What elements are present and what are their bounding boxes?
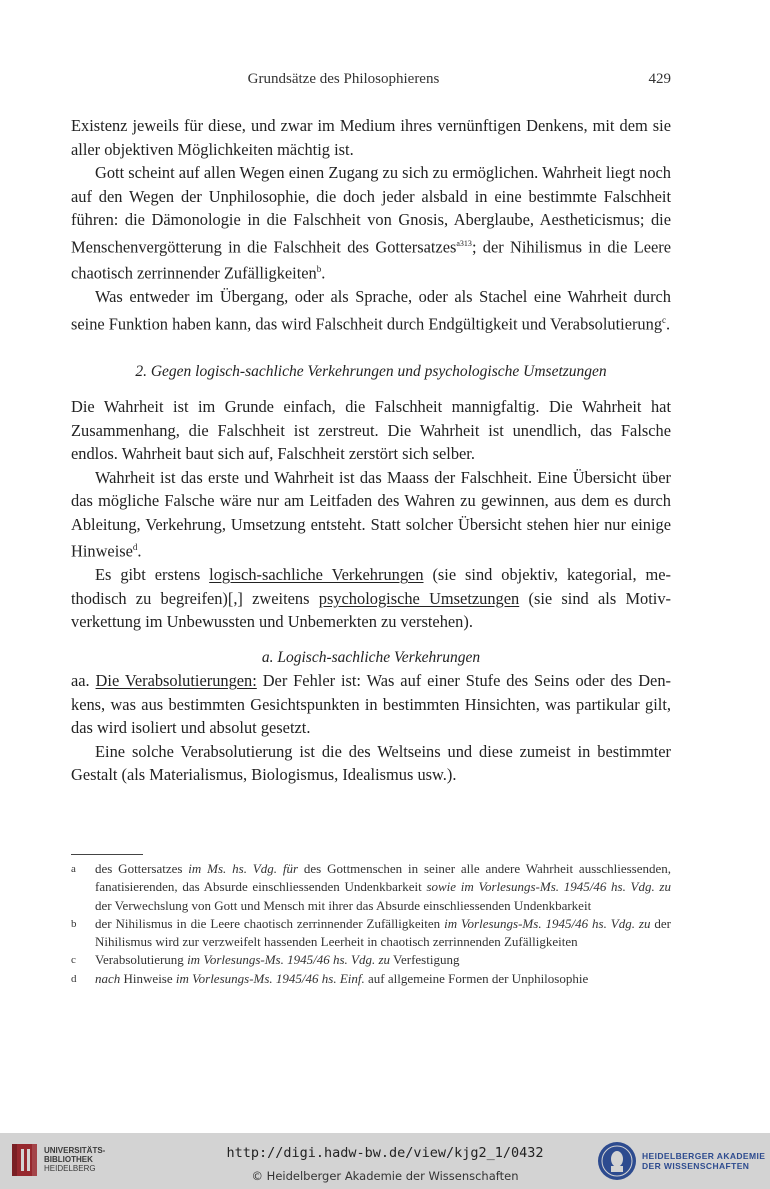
footnote-mark: d	[71, 972, 77, 985]
body-text	[71, 114, 671, 787]
footnote-ref[interactable]: d	[132, 542, 138, 553]
university-library-name: UNIVERSITÄTS- BIBLIOTHEK HEIDELBERG	[44, 1146, 106, 1173]
underlined-term: psychologische Umsetzungen	[318, 588, 520, 608]
academy-seal-icon[interactable]	[596, 1140, 638, 1182]
page-number: 429	[648, 71, 671, 87]
paragraph: Es gibt erstens logisch-sachliche Verkehrungen (sie sind objektiv, kategorial, methodisch zu begreifen)[,] zweitens psychologische Umsetzungen (sie sind als Motivverkettung im Unbewussten und Unbemerkten zu verstehen).	[71, 565, 671, 632]
paragraph: Eine solche Verabsolutierung ist die des Weltseins und diese zumeist in bestimmter Gestalt (als Materialismus, Biologismus, Idealismus usw.).	[71, 741, 671, 785]
section-heading: 2. Gegen logisch-sachliche Verkehrungen und psychologische Umsetzungen	[135, 362, 607, 380]
footnote-divider	[71, 854, 143, 855]
paragraph: Was entweder im Übergang, oder als Sprache, oder als Stachel eine Wahrheit durch seine Funktion haben kann, das wird Falschheit durch Endgültigkeit und Verabsolutierung$^c$.	[71, 287, 671, 334]
paragraph: aa. Die Verabsolutierungen: Der Fehler ist: Was auf einer Stufe des Seins oder des Denkens, was aus bestimmten Gesichtspunkten in bestimmten Hinsichten, was partikular gilt, das wird isoliert und absolut gesetzt.	[71, 671, 671, 738]
copyright-notice: © Heidelberger Akademie der Wissenschaften	[251, 1169, 519, 1183]
viewer-footer	[0, 1133, 770, 1189]
footnote-mark: b	[71, 917, 77, 930]
footnote-ref[interactable]: c	[662, 314, 667, 325]
footnote-c: c Verabsolutierung im Vorlesungs-Ms. 1945/46 hs. Vdg. zu Verfestigung	[71, 951, 671, 969]
academy-name: HEIDELBERGER AKADEMIE DER WISSENSCHAFTEN	[642, 1151, 766, 1171]
underlined-term: logisch-sachliche Verkehrungen	[209, 565, 424, 585]
footnote-a: a des Gottersatzes im Ms. hs. Vdg. für des Gottmenschen in seiner alle andere Wahrheit ausschliessenden, fanatisierenden, das Absurde einschliessenden Undenkbarkeit sowie im Vorlesungs-Ms. 1945/46 hs. Vdg. zu der Verwechslung von Gott und Mensch mit ihrer das Absurde einschliessenden Undenkbarkeit	[71, 861, 671, 913]
footnote-mark: c	[71, 954, 76, 967]
subsection-heading: a. Logisch-sachliche Verkehrungen	[261, 648, 481, 666]
footnote-ref[interactable]: b	[316, 264, 322, 275]
footnote-mark: a	[71, 863, 76, 875]
paragraph: Wahrheit ist das erste und Wahrheit ist das Maass der Falschheit. Eine Übersicht über das mögliche Falsche wäre nur am Leitfaden des Wahren zu gewinnen, aus dem es durch Ableitung, Verkehrung, Umsetzung entsteht. Statt solcher Übersicht stehen hier nur einige Hinweise$^d$.	[71, 467, 671, 561]
footnote-d: d nach Hinweise im Vorlesungs-Ms. 1945/46 hs. Einf. auf allgemeine Formen der Unphilosophie	[71, 970, 671, 988]
paragraph: Gott scheint auf allen Wegen einen Zugang zu sich zu ermöglichen. Wahrheit liegt noch auf den Wegen der Unphilosophie, die doch jeder alsbald in eine bestimmte Falschheit führen: die Dämonologie in die Falschheit von Gnosis, Aberglaube, Aestheticismus; die Menschenvergötterung in die Falschheit des Gottersatzes$^{a313}$; der Nihilismus in die Leere chaotisch zerrinnender Zufälligkeiten$^b$.	[71, 163, 671, 283]
underlined-term: Die Verabsolutierungen:	[95, 671, 257, 691]
paragraph: Existenz jeweils für diese, und zwar im Medium ihres vernünftigen Denkens, mit dem sie aller objektiven Möglichkeiten mächtig ist.	[71, 116, 671, 159]
paragraph: Die Wahrheit ist im Grunde einfach, die Falschheit mannigfaltig. Die Wahrheit hat Zusammenhang, die Falschheit ist zerstreut. Die Wahrheit ist unendlich, das Falsche endlos. Wahrheit baut sich auf, Falschheit zerstört sich selber.	[71, 397, 671, 464]
running-title: Grundsätze des Philosophierens	[247, 71, 440, 87]
running-header	[71, 71, 671, 91]
footnote-ref[interactable]: a313	[456, 238, 472, 248]
footnotes	[71, 860, 671, 988]
permalink-url[interactable]: http://digi.hadw-bw.de/view/kjg2_1/0432	[226, 1145, 544, 1161]
footnote-b: b der Nihilismus in die Leere chaotisch zerrinnender Zufälligkeiten im Vorlesungs-Ms. 1945/46 hs. Vdg. zu der Nihilismus wird zur verzweifelt hassenden Leerheit in chaotisch zerrinnenden Zufälligkeiten	[71, 915, 671, 950]
